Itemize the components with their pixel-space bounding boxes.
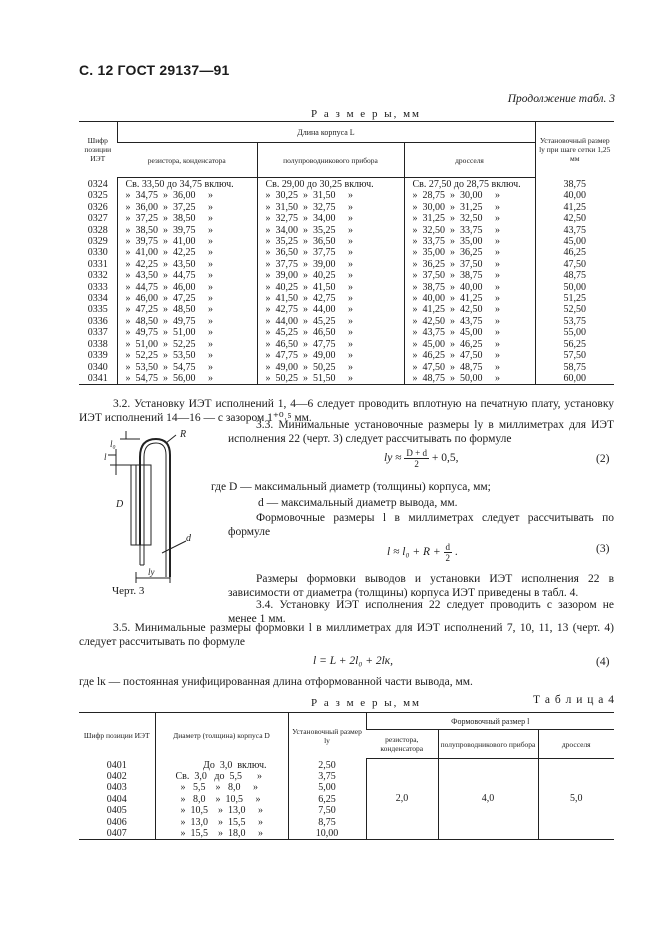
where-D: где D — максимальный диаметр (толщины) корпуса, мм; <box>211 481 491 493</box>
t4-cell-form-choke: 5,0 <box>538 759 614 840</box>
formula-4: l = L + 2l₀ + 2lк, <box>313 655 394 667</box>
cell-choke: » 32,50 » 33,75 » <box>404 225 535 236</box>
t4-cell-code: 0404 <box>106 793 127 805</box>
t4-cell-form-resistor: 2,0 <box>366 759 438 840</box>
cell-resistor: » 37,25 » 38,50 » <box>117 213 257 224</box>
cell-install-size: 58,75 <box>535 362 614 373</box>
col-resistor-header: резистора, конденсатора <box>117 143 257 178</box>
cell-choke: » 35,00 » 36,25 » <box>404 247 535 258</box>
cell-resistor: » 39,75 » 41,00 » <box>117 236 257 247</box>
paragraph-forming: Формовочные размеры l в миллиметрах следует рассчитывать по формуле <box>228 512 614 538</box>
table-row <box>79 304 614 315</box>
t4-col-diam-header: Диаметр (толщина) корпуса D <box>155 713 288 759</box>
figure-3-drawing <box>96 427 208 587</box>
cell-install-size: 53,75 <box>535 316 614 327</box>
paragraph-3-5: 3.5. Минимальные размеры формовки l в миллиметрах для ИЭТ исполнений 7, 10, 11, 13 (черт. 4) следует рассчитывать по формуле <box>79 622 614 648</box>
cell-resistor: Св. 33,50 до 34,75 включ. <box>117 178 257 191</box>
t4-cell-diameter: » 15,5 » 18,0 » <box>155 828 288 840</box>
cell-semiconductor: » 45,25 » 46,50 » <box>257 327 404 338</box>
page-header: С. 12 ГОСТ 29137—91 <box>79 62 230 78</box>
cell-semiconductor: » 46,50 » 47,75 » <box>257 339 404 350</box>
cell-resistor: » 42,25 » 43,50 » <box>117 259 257 270</box>
t4-col-install-header: Установочный размер lу <box>288 713 366 759</box>
cell-choke: » 28,75 » 30,00 » <box>404 190 535 201</box>
figure-label-l0: l₀ <box>110 439 116 449</box>
table4-label: Т а б л и ц а 4 <box>532 694 615 706</box>
cell-code: 0334 <box>87 293 108 305</box>
table-row <box>79 225 614 236</box>
t4-cell-install-size: 5,00 <box>288 782 366 793</box>
cell-choke: » 48,75 » 50,00 » <box>404 373 535 385</box>
cell-install-size: 38,75 <box>535 178 614 191</box>
col-code-header: Шифр позиции ИЭТ <box>79 122 117 178</box>
table-row <box>79 190 614 201</box>
cell-code: 0331 <box>87 258 108 270</box>
t4-cell-install-size: 3,75 <box>288 771 366 782</box>
cell-install-size: 40,00 <box>535 190 614 201</box>
cell-semiconductor: » 31,50 » 32,75 » <box>257 202 404 213</box>
cell-choke: Св. 27,50 до 28,75 включ. <box>404 178 535 191</box>
col-choke-header: дросселя <box>404 143 535 178</box>
table-row <box>79 759 614 771</box>
cell-choke: » 46,25 » 47,50 » <box>404 350 535 361</box>
cell-semiconductor: » 42,75 » 44,00 » <box>257 304 404 315</box>
cell-semiconductor: » 37,75 » 39,00 » <box>257 259 404 270</box>
cell-install-size: 43,75 <box>535 225 614 236</box>
cell-resistor: » 46,00 » 47,25 » <box>117 293 257 304</box>
cell-code: 0333 <box>87 281 108 293</box>
t4-cell-form-semiconductor: 4,0 <box>438 759 538 840</box>
table4-caption: Р а з м е р ы, мм <box>311 697 422 709</box>
t4-cell-install-size: 2,50 <box>288 759 366 771</box>
cell-semiconductor: » 47,75 » 49,00 » <box>257 350 404 361</box>
table-row <box>79 373 614 385</box>
formula-2-number: (2) <box>596 453 610 465</box>
cell-install-size: 42,50 <box>535 213 614 224</box>
t4-cell-code: 0402 <box>106 770 127 782</box>
cell-install-size: 55,00 <box>535 327 614 338</box>
table4 <box>79 712 614 840</box>
figure-label-l: l <box>104 452 107 462</box>
col-install-header: Установочный размер lу при шаге сетки 1,25 мм <box>535 122 614 178</box>
cell-install-size: 50,00 <box>535 282 614 293</box>
cell-resistor: » 54,75 » 56,00 » <box>117 373 257 385</box>
t4-cell-diameter: До 3,0 включ. <box>155 759 288 771</box>
cell-semiconductor: » 44,00 » 45,25 » <box>257 316 404 327</box>
table-row <box>79 202 614 213</box>
t4-col-resistor-header: резистора, конденсатора <box>366 730 438 759</box>
cell-code: 0326 <box>87 201 108 213</box>
cell-semiconductor: Св. 29,00 до 30,25 включ. <box>257 178 404 191</box>
cell-code: 0329 <box>87 236 108 248</box>
cell-code: 0330 <box>87 247 108 259</box>
t4-cell-code: 0401 <box>106 759 127 771</box>
cell-choke: » 45,00 » 46,25 » <box>404 339 535 350</box>
cell-code: 0327 <box>87 213 108 225</box>
table-row <box>79 259 614 270</box>
formula-3: l ≈ l₀ + R + $\frac{d}{2}$ . <box>387 542 458 563</box>
cell-choke: » 41,25 » 42,50 » <box>404 304 535 315</box>
col-semiconductor-header: полупроводникового прибора <box>257 143 404 178</box>
t4-cell-code: 0403 <box>106 782 127 794</box>
t4-cell-code: 0406 <box>106 816 127 828</box>
formula-2: lу ≈ $\frac{D + d}{2}$ + 0,5, <box>384 448 459 469</box>
cell-resistor: » 44,75 » 46,00 » <box>117 282 257 293</box>
cell-code: 0337 <box>87 327 108 339</box>
table3-caption: Р а з м е р ы, мм <box>311 108 422 120</box>
figure-label-R: R <box>180 429 187 440</box>
cell-resistor: » 51,00 » 52,25 » <box>117 339 257 350</box>
cell-resistor: » 47,25 » 48,50 » <box>117 304 257 315</box>
cell-install-size: 57,50 <box>535 350 614 361</box>
cell-code: 0341 <box>79 373 117 385</box>
cell-resistor: » 48,50 » 49,75 » <box>117 316 257 327</box>
table-row <box>79 327 614 338</box>
cell-choke: » 40,00 » 41,25 » <box>404 293 535 304</box>
cell-code: 0340 <box>87 361 108 373</box>
t4-col-form-header: Формовочный размер l <box>366 713 614 730</box>
cell-choke: » 38,75 » 40,00 » <box>404 282 535 293</box>
cell-semiconductor: » 36,50 » 37,75 » <box>257 247 404 258</box>
cell-install-size: 46,25 <box>535 247 614 258</box>
figure-label-D: D <box>116 499 124 510</box>
t4-cell-diameter: » 13,0 » 15,5 » <box>155 817 288 828</box>
cell-resistor: » 52,25 » 53,50 » <box>117 350 257 361</box>
cell-choke: » 31,25 » 32,50 » <box>404 213 535 224</box>
figure-label-d: d <box>186 533 191 544</box>
cell-resistor: » 41,00 » 42,25 » <box>117 247 257 258</box>
cell-install-size: 47,50 <box>535 259 614 270</box>
paragraph-table4-ref: Размеры формовки выводов и установки ИЭТ исполнения 22 в зависимости от диаметра (толщины) корпуса ИЭТ приведены в табл. 4. <box>228 573 614 599</box>
cell-resistor: » 38,50 » 39,75 » <box>117 225 257 236</box>
t4-cell-code: 0405 <box>106 805 127 817</box>
figure-label-ly: lу <box>148 567 155 577</box>
paragraph-3-3: 3.3. Минимальные установочные размеры lу в миллиметрах для ИЭТ исполнения 22 (черт. 3) следует рассчитывать по формуле <box>228 419 614 445</box>
where-d: d — максимальный диаметр вывода, мм. <box>258 497 458 509</box>
t4-cell-diameter: » 10,5 » 13,0 » <box>155 805 288 816</box>
formula-3-number: (3) <box>596 543 610 555</box>
table-row <box>79 236 614 247</box>
cell-choke: » 33,75 » 35,00 » <box>404 236 535 247</box>
continuation-label: Продолжение табл. 3 <box>507 93 615 105</box>
t4-col-semiconductor-header: полупроводникового прибора <box>438 730 538 759</box>
t4-col-code-header: Шифр позиции ИЭТ <box>79 713 155 759</box>
cell-install-size: 48,75 <box>535 270 614 281</box>
cell-semiconductor: » 32,75 » 34,00 » <box>257 213 404 224</box>
cell-install-size: 51,25 <box>535 293 614 304</box>
cell-code: 0328 <box>87 224 108 236</box>
figure-3-caption: Черт. 3 <box>112 585 145 597</box>
formula-4-number: (4) <box>596 656 610 668</box>
cell-code: 0324 <box>87 178 108 190</box>
table-row <box>79 213 614 224</box>
cell-install-size: 52,50 <box>535 304 614 315</box>
table-row <box>79 316 614 327</box>
table-row <box>79 362 614 373</box>
cell-code: 0332 <box>87 270 108 282</box>
t4-cell-install-size: 6,25 <box>288 794 366 805</box>
cell-install-size: 45,00 <box>535 236 614 247</box>
cell-code: 0336 <box>87 315 108 327</box>
t4-cell-install-size: 8,75 <box>288 817 366 828</box>
cell-choke: » 43,75 » 45,00 » <box>404 327 535 338</box>
cell-resistor: » 49,75 » 51,00 » <box>117 327 257 338</box>
table-row <box>79 178 614 191</box>
table-row <box>79 282 614 293</box>
cell-install-size: 60,00 <box>535 373 614 385</box>
t4-cell-diameter: » 8,0 » 10,5 » <box>155 794 288 805</box>
paragraph-3-4: 3.4. Установку ИЭТ исполнения 22 следует проводить с зазором не менее 1 мм. <box>228 599 614 625</box>
table-row <box>79 350 614 361</box>
table-row <box>79 247 614 258</box>
t4-cell-install-size: 10,00 <box>288 828 366 840</box>
cell-choke: » 42,50 » 43,75 » <box>404 316 535 327</box>
cell-resistor: » 34,75 » 36,00 » <box>117 190 257 201</box>
cell-choke: » 36,25 » 37,50 » <box>404 259 535 270</box>
table3 <box>79 121 614 385</box>
cell-code: 0335 <box>87 304 108 316</box>
cell-semiconductor: » 39,00 » 40,25 » <box>257 270 404 281</box>
paragraph-3-2: 3.2. Установку ИЭТ исполнений 1, 4—6 следует проводить вплотную на печатную плату, установку ИЭТ исполнений 14—16 — с зазором 1⁺⁰˒⁵ мм. <box>79 398 614 424</box>
table-row <box>79 293 614 304</box>
cell-semiconductor: » 40,25 » 41,50 » <box>257 282 404 293</box>
cell-choke: » 30,00 » 31,25 » <box>404 202 535 213</box>
cell-install-size: 56,25 <box>535 339 614 350</box>
cell-semiconductor: » 41,50 » 42,75 » <box>257 293 404 304</box>
cell-resistor: » 43,50 » 44,75 » <box>117 270 257 281</box>
cell-code: 0338 <box>87 338 108 350</box>
cell-code: 0339 <box>87 350 108 362</box>
t4-cell-code: 0407 <box>79 828 155 840</box>
col-length-header: Длина корпуса L <box>117 122 535 143</box>
table-row <box>79 339 614 350</box>
cell-semiconductor: » 35,25 » 36,50 » <box>257 236 404 247</box>
cell-choke: » 47,50 » 48,75 » <box>404 362 535 373</box>
cell-semiconductor: » 30,25 » 31,50 » <box>257 190 404 201</box>
cell-choke: » 37,50 » 38,75 » <box>404 270 535 281</box>
where-lk: где lк — постоянная унифицированная длина отформованной части вывода, мм. <box>79 676 473 688</box>
cell-semiconductor: » 34,00 » 35,25 » <box>257 225 404 236</box>
t4-col-choke-header: дросселя <box>538 730 614 759</box>
table-row <box>79 270 614 281</box>
cell-semiconductor: » 50,25 » 51,50 » <box>257 373 404 385</box>
cell-resistor: » 53,50 » 54,75 » <box>117 362 257 373</box>
cell-resistor: » 36,00 » 37,25 » <box>117 202 257 213</box>
cell-semiconductor: » 49,00 » 50,25 » <box>257 362 404 373</box>
cell-install-size: 41,25 <box>535 202 614 213</box>
t4-cell-diameter: Св. 3,0 до 5,5 » <box>155 771 288 782</box>
cell-code: 0325 <box>87 190 108 202</box>
t4-cell-diameter: » 5,5 » 8,0 » <box>155 782 288 793</box>
t4-cell-install-size: 7,50 <box>288 805 366 816</box>
